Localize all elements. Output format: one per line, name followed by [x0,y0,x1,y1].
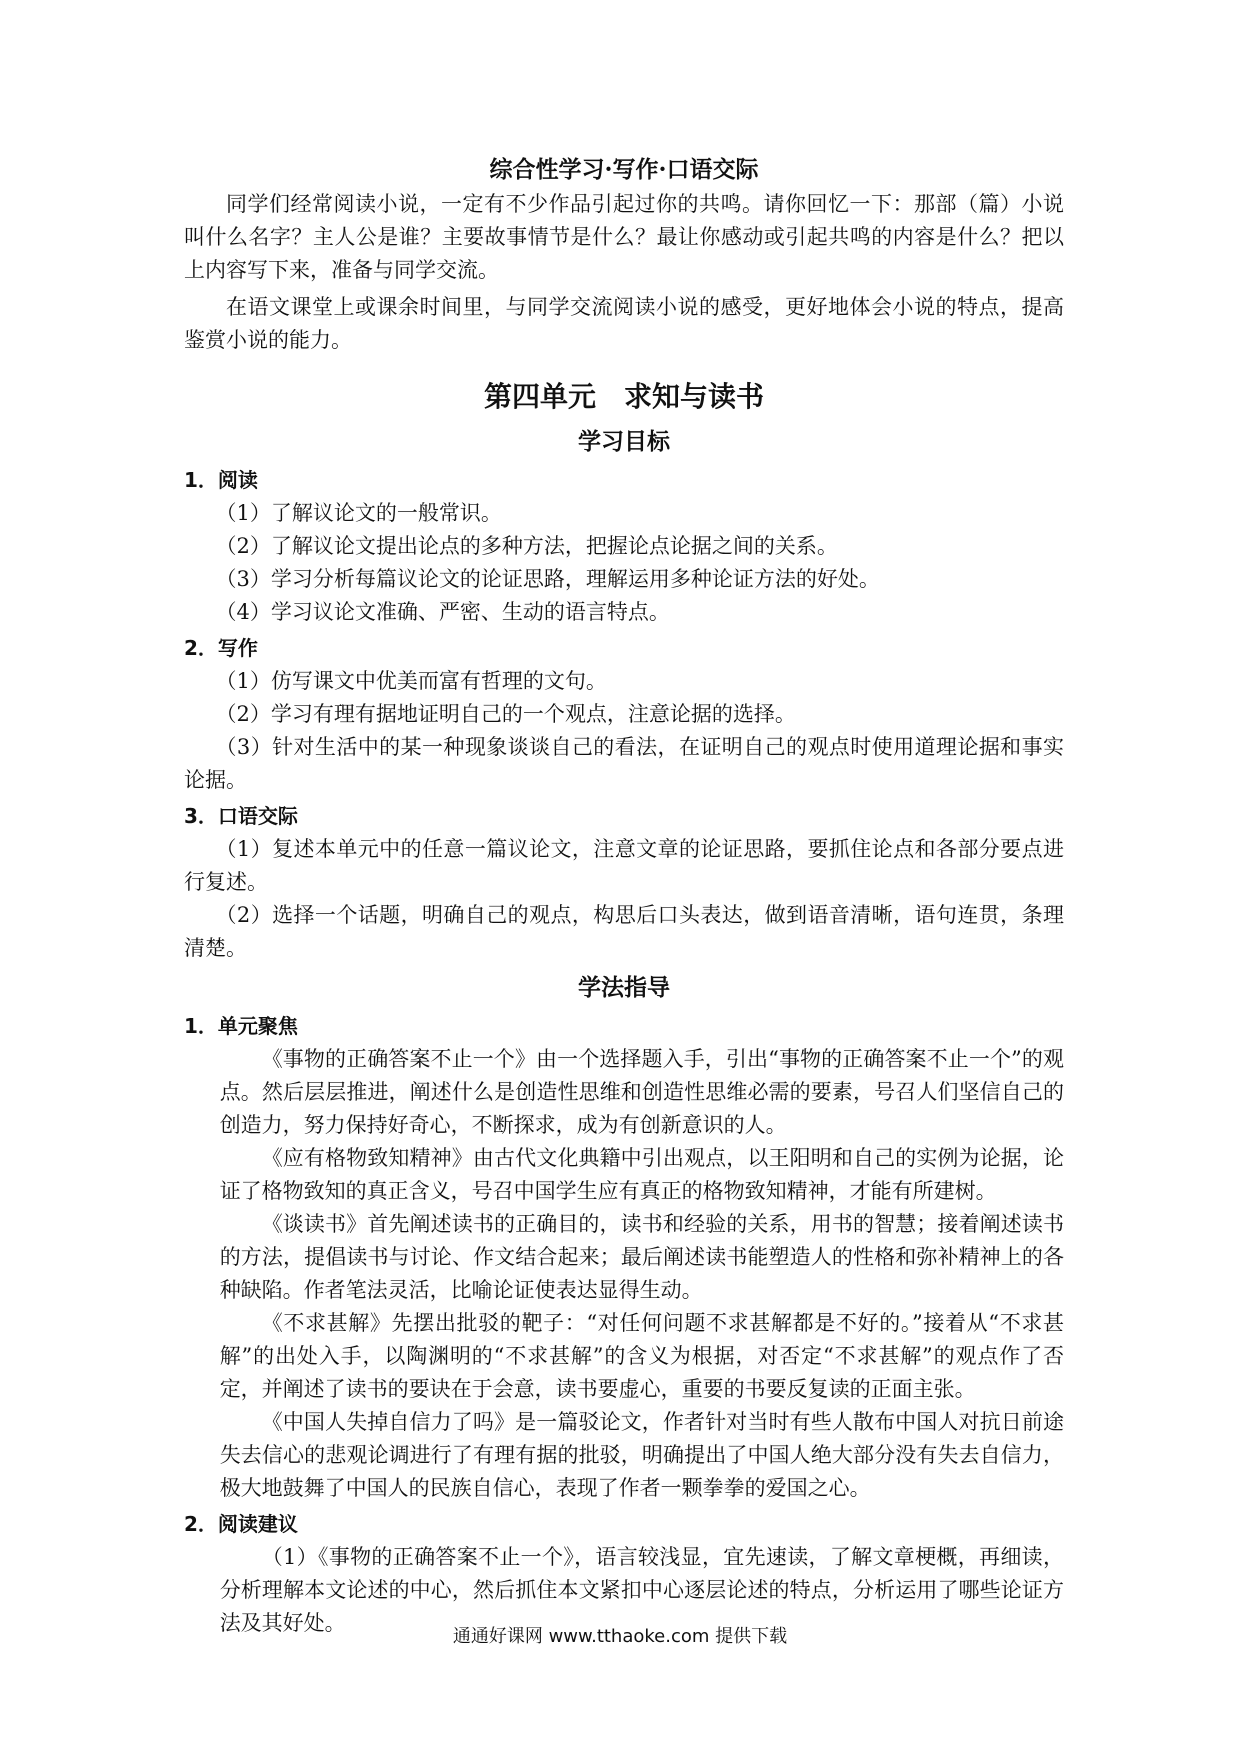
guidance-paragraph: 《应有格物致知精神》由古代文化典籍中引出观点，以王阳明和自己的实例为论据，论证了格物致知的真正含义，号召中国学生应有真正的格物致知精神，才能有所建树。 [219,1146,1064,1203]
objective-item: （3）针对生活中的某一种现象谈谈自己的看法，在证明自己的观点时使用道理论据和事实论据。 [184,735,1064,792]
guidance-paragraph: 《事物的正确答案不止一个》由一个选择题入手，引出“事物的正确答案不止一个”的观点。然后层层推进，阐述什么是创造性思维和创造性思维必需的要素，号召人们坚信自己的创造力，努力保持好奇心，不断探求，成为有创新意识的人。 [219,1047,1064,1137]
intro-heading: 综合性学习·写作·口语交际 [489,156,759,183]
objective-item: （3）学习分析每篇议论文的论证思路，理解运用多种论证方法的好处。 [215,567,880,591]
guidance-paragraph: 《谈读书》首先阐述读书的正确目的，读书和经验的关系，用书的智慧；接着阐述读书的方法，提倡读书与讨论、作文结合起来；最后阐述读书能塑造人的性格和弥补精神上的各种缺陷。作者笔法灵活，比喻论证使表达显得生动。 [219,1212,1064,1302]
objective-item: （1）了解议论文的一般常识。 [215,501,502,525]
objectives-section-writing [184,631,1064,797]
guidance-heading: 学法指导 [578,974,670,1001]
guidance-paragraph: （1）《事物的正确答案不止一个》，语言较浅显，宜先速读，了解文章梗概，再细读，分析理解本文论述的中心，然后抓住本文紧扣中心逐层论述的特点，分析运用了哪些论证方法及其好处。 [219,1545,1064,1635]
guidance-paragraph: 《不求甚解》先摆出批驳的靶子：“对任何问题不求甚解都是不好的。”接着从“不求甚解”的出处入手，以陶渊明的“不求甚解”的含义为根据，对否定“不求甚解”的观点作了否定，并阐述了读书的要诀在于会意，读书要虚心，重要的书要反复读的正面主张。 [219,1311,1064,1401]
unit-title: 第四单元 求知与读书 [483,380,764,413]
page-footer: 通通好课网 www.tthaoke.com 提供下载 [452,1626,788,1647]
objective-item: （1）仿写课文中优美而富有哲理的文句。 [215,669,607,693]
objective-item: （1）复述本单元中的任意一篇议论文，注意文章的论证思路，要抓住论点和各部分要点进行复述。 [184,837,1064,894]
objective-item: （2）选择一个话题，明确自己的观点，构思后口头表达，做到语音清晰，语句连贯，条理清楚。 [184,903,1064,960]
objective-item: （4）学习议论文准确、严密、生动的语言特点。 [215,600,670,624]
section-title: 2．阅读建议 [184,1512,298,1536]
intro-paragraph-1: 同学们经常阅读小说，一定有不少作品引起过你的共鸣。请你回忆一下：那部（篇）小说叫什么名字？主人公是谁？主要故事情节是什么？最让你感动或引起共鸣的内容是什么？把以上内容写下来，准备与同学交流。 [184,192,1064,282]
objectives-section-reading [184,463,1064,629]
section-title: 2．写作 [184,636,258,660]
guidance-paragraph: 《中国人失掉自信力了吗》是一篇驳论文，作者针对当时有些人散布中国人对抗日前途失去信心的悲观论调进行了有理有据的批驳，明确提出了中国人绝大部分没有失去自信力，极大地鼓舞了中国人的民族自信心，表现了作者一颗拳拳的爱国之心。 [219,1410,1064,1500]
section-title: 1．阅读 [184,468,258,492]
guidance-section-reading-advice [184,1507,1064,1640]
section-title: 1．单元聚焦 [184,1014,298,1038]
objective-item: （2）学习有理有据地证明自己的一个观点，注意论据的选择。 [215,702,796,726]
objectives-heading: 学习目标 [578,428,670,455]
guidance-section-focus [184,1009,1064,1505]
objective-item: （2）了解议论文提出论点的多种方法，把握论点论据之间的关系。 [215,534,838,558]
objectives-section-speaking [184,799,1064,965]
intro-paragraph-2: 在语文课堂上或课余时间里，与同学交流阅读小说的感受，更好地体会小说的特点，提高鉴赏小说的能力。 [184,295,1064,352]
document-page [184,140,1064,1640]
section-title: 3．口语交际 [184,804,298,828]
